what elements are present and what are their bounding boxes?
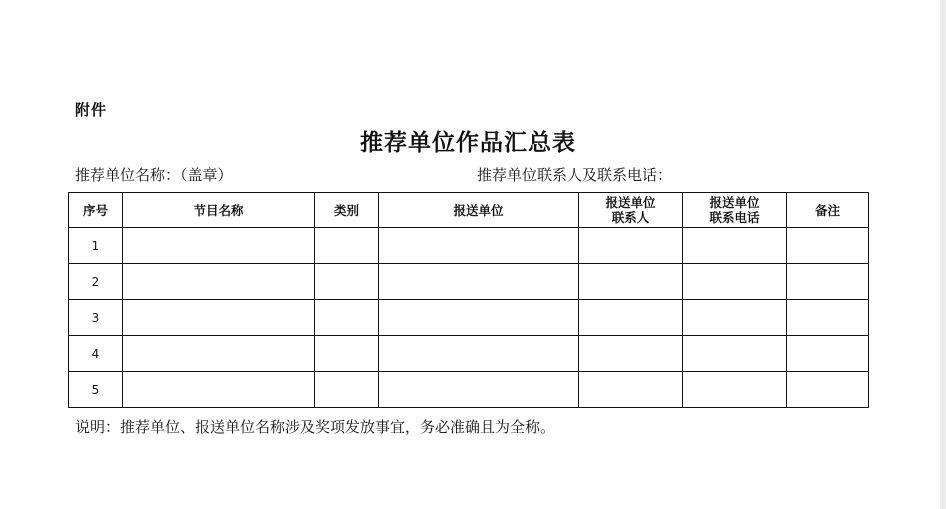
- header-submitting-unit: 报送单位: [379, 193, 579, 228]
- cell-contact-person: [579, 372, 683, 408]
- cell-category: [315, 336, 379, 372]
- cell-contact-person: [579, 300, 683, 336]
- header-category: 类别: [315, 193, 379, 228]
- cell-submitting-unit: [379, 228, 579, 264]
- header-contact-phone: [683, 193, 787, 228]
- header-contact-person-line1: 报送单位: [605, 195, 656, 210]
- table-row: [69, 372, 869, 408]
- cell-program-name: [123, 372, 315, 408]
- document-title: 推荐单位作品汇总表: [360, 129, 576, 156]
- cell-submitting-unit: [379, 372, 579, 408]
- header-contact-phone-line1: 报送单位: [709, 195, 760, 210]
- row-index: 1: [69, 228, 123, 264]
- cell-contact-phone: [683, 228, 787, 264]
- attachment-label: 附件: [75, 101, 108, 119]
- cell-contact-person: [579, 264, 683, 300]
- cell-category: [315, 264, 379, 300]
- table-row: [69, 336, 869, 372]
- cell-remarks: [787, 264, 869, 300]
- row-index: 5: [69, 372, 123, 408]
- cell-program-name: [123, 336, 315, 372]
- cell-contact-person: [579, 228, 683, 264]
- cell-program-name: [123, 264, 315, 300]
- header-program-name: 节目名称: [123, 193, 315, 228]
- cell-submitting-unit: [379, 264, 579, 300]
- cell-program-name: [123, 300, 315, 336]
- cell-remarks: [787, 228, 869, 264]
- cell-remarks: [787, 300, 869, 336]
- table-row: [69, 300, 869, 336]
- unit-name-label: 推荐单位名称：（盖章）: [75, 166, 233, 184]
- table-row: [69, 228, 869, 264]
- cell-program-name: [123, 228, 315, 264]
- row-index: 2: [69, 264, 123, 300]
- cell-remarks: [787, 336, 869, 372]
- row-index: 4: [69, 336, 123, 372]
- cell-remarks: [787, 372, 869, 408]
- header-contact-person-line2: 联系人: [611, 210, 650, 225]
- cell-contact-person: [579, 336, 683, 372]
- contact-label: 推荐单位联系人及联系电话：: [477, 166, 673, 184]
- cell-contact-phone: [683, 372, 787, 408]
- header-remarks: 备注: [787, 193, 869, 228]
- scrollbar-track[interactable]: [940, 0, 946, 509]
- cell-contact-phone: [683, 336, 787, 372]
- cell-submitting-unit: [379, 336, 579, 372]
- cell-category: [315, 372, 379, 408]
- header-contact-person: [579, 193, 683, 228]
- summary-table: [68, 192, 869, 408]
- row-index: 3: [69, 300, 123, 336]
- cell-contact-phone: [683, 264, 787, 300]
- cell-category: [315, 228, 379, 264]
- footnote: 说明：推荐单位、报送单位名称涉及奖项发放事宜，务必准确且为全称。: [75, 418, 556, 436]
- cell-contact-phone: [683, 300, 787, 336]
- cell-category: [315, 300, 379, 336]
- header-index: 序号: [69, 193, 123, 228]
- cell-submitting-unit: [379, 300, 579, 336]
- table-header-row: [69, 193, 869, 228]
- header-contact-phone-line2: 联系电话: [709, 210, 760, 225]
- table-row: [69, 264, 869, 300]
